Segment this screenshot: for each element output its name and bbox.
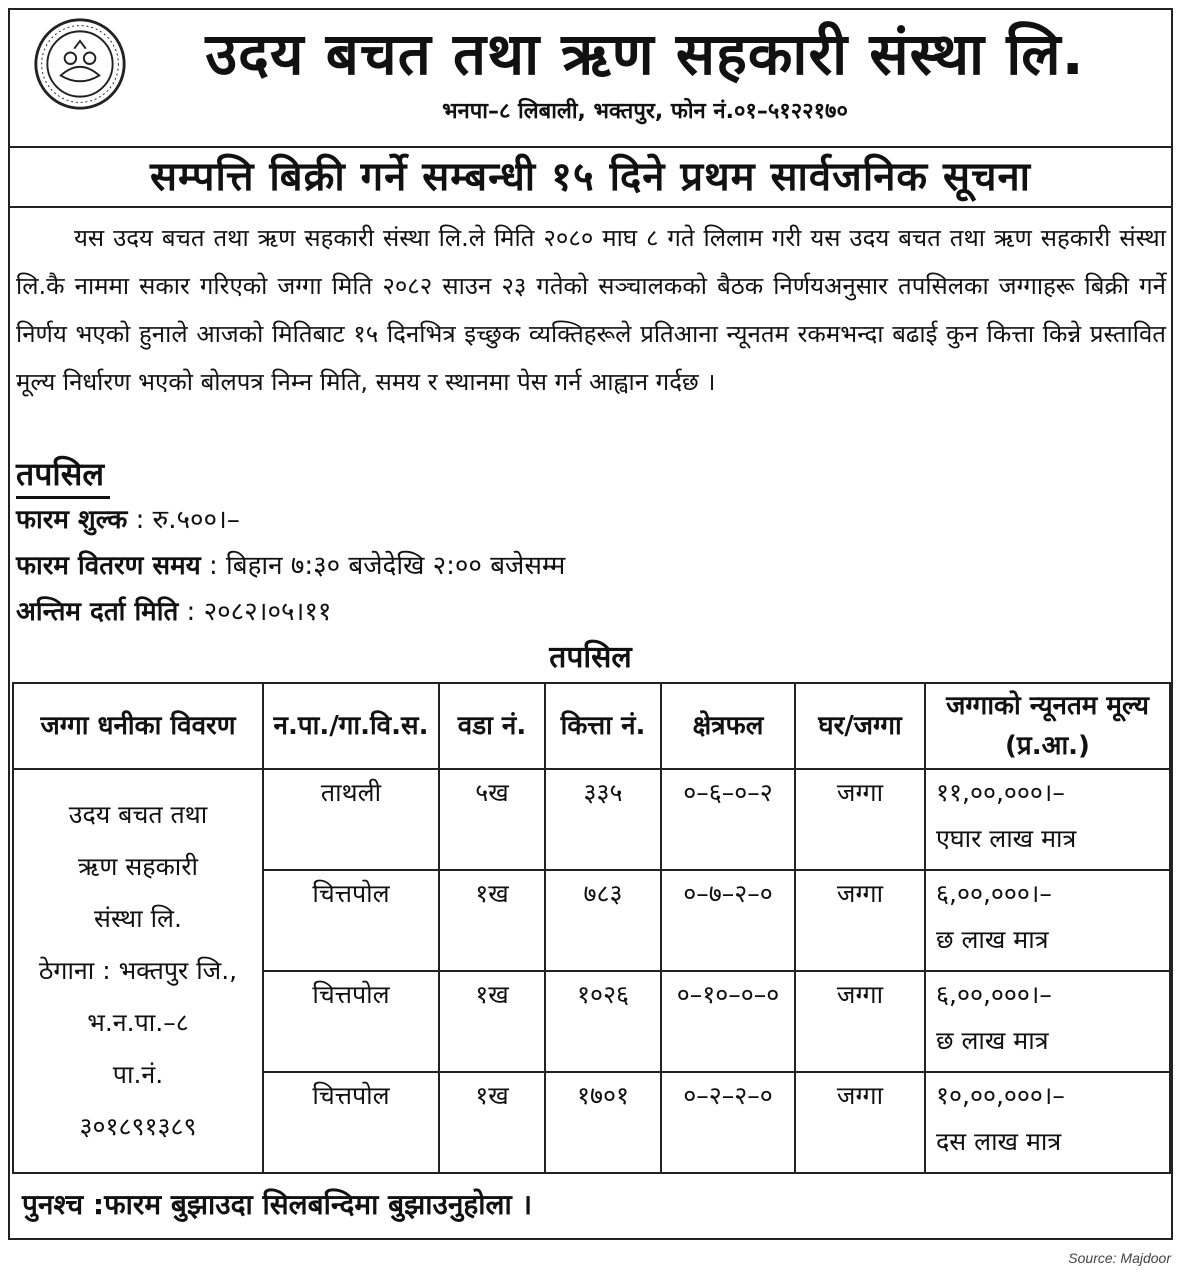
deadline-label: अन्तिम दर्ता मिति <box>16 597 179 627</box>
cell-plot: १७०१ <box>545 1072 661 1173</box>
owner-details <box>13 769 263 1173</box>
distribution-value: : बिहान ७:३० बजेदेखि २:०० बजेसम्म <box>208 551 566 581</box>
property-table <box>12 682 1171 1174</box>
cell-municipality: चित्तपोल <box>263 870 439 971</box>
cell-type: जग्गा <box>795 1072 925 1173</box>
notice-title: सम्पत्ति बिक्री गर्ने सम्बन्धी १५ दिने प्रथम सार्वजनिक सूचना <box>10 146 1171 208</box>
owner-line: उदय बचत तथा <box>68 800 208 829</box>
cell-municipality: चित्तपोल <box>263 971 439 1072</box>
owner-line: ऋण सहकारी <box>78 852 198 881</box>
details-heading: तपसिल <box>16 452 110 499</box>
cell-plot: ३३५ <box>545 769 661 870</box>
cooperative-seal-icon <box>32 16 128 112</box>
header-area: क्षेत्रफल <box>661 683 795 769</box>
notice-header <box>10 10 1171 145</box>
table-title: तपसिल <box>549 640 632 675</box>
owner-line: संस्था लि. <box>94 904 182 933</box>
cell-price <box>925 1072 1170 1173</box>
header-municipality: न.पा./गा.वि.स. <box>263 683 439 769</box>
price-value: ११,००,०००।– <box>936 778 1065 807</box>
price-words: एघार लाख मात्र <box>936 824 1077 853</box>
form-fee-label: फारम शुल्क <box>16 505 128 535</box>
owner-line: भ.न.पा.–८ <box>87 1008 189 1037</box>
organization-title: उदय बचत तथा ऋण सहकारी संस्था लि. <box>205 20 1085 88</box>
table-row <box>13 769 1170 870</box>
header-plot: कित्ता नं. <box>545 683 661 769</box>
footnote: पुनश्च :फारम बुझाउदा सिलबन्दिमा बुझाउनुहोला । <box>22 1188 533 1221</box>
owner-line: ठेगाना : भक्तपुर जि., <box>38 956 238 985</box>
form-fee-line <box>16 500 240 540</box>
header-price: जग्गाको न्यूनतम मूल्य (प्र.आ.) <box>925 683 1170 769</box>
cell-plot: १०२६ <box>545 971 661 1072</box>
price-words: छ लाख मात्र <box>936 925 1049 954</box>
header-ward: वडा नं. <box>439 683 545 769</box>
cell-price <box>925 769 1170 870</box>
cell-type: जग्गा <box>795 870 925 971</box>
price-value: १०,००,०००।– <box>936 1081 1065 1110</box>
source-credit: Source: Majdoor <box>1068 1250 1171 1266</box>
cell-area: ०–१०–०–० <box>661 971 795 1072</box>
cell-ward: ५ख <box>439 769 545 870</box>
cell-municipality: चित्तपोल <box>263 1072 439 1173</box>
cell-ward: १ख <box>439 971 545 1072</box>
header-owner: जग्गा धनीका विवरण <box>13 683 263 769</box>
cell-type: जग्गा <box>795 971 925 1072</box>
price-value: ६,००,०००।– <box>936 980 1052 1009</box>
price-words: छ लाख मात्र <box>936 1026 1049 1055</box>
owner-line: पा.नं. <box>112 1060 164 1089</box>
organization-address: भनपा–८ लिबाली, भक्तपुर, फोन नं.०१–५१२२१७० <box>442 99 848 124</box>
cell-area: ०–२–२–० <box>661 1072 795 1173</box>
deadline-line <box>16 592 331 632</box>
cell-area: ०–७–२–० <box>661 870 795 971</box>
cell-type: जग्गा <box>795 769 925 870</box>
owner-line: ३०१८९१३८९ <box>79 1112 197 1141</box>
cell-municipality: ताथली <box>263 769 439 870</box>
deadline-value: : २०८२।०५।११ <box>186 597 332 627</box>
cell-area: ०–६–०–२ <box>661 769 795 870</box>
header-type: घर/जग्गा <box>795 683 925 769</box>
cell-plot: ७८३ <box>545 870 661 971</box>
distribution-label: फारम वितरण समय <box>16 551 201 581</box>
table-header-row <box>13 683 1170 769</box>
cell-ward: १ख <box>439 870 545 971</box>
cell-ward: १ख <box>439 1072 545 1173</box>
form-fee-value: : रु.५००।– <box>135 505 240 535</box>
price-value: ६,००,०००।– <box>936 879 1052 908</box>
notice-paragraph: यस उदय बचत तथा ऋण सहकारी संस्था लि.ले मिति २०८० माघ ८ गते लिलाम गरी यस उदय बचत तथा ऋण सहकारी संस्था लि.कै नाममा सकार गरिएको जग्गा मिति २०८२ साउन २३ गतेको सञ्चालकको बैठक निर्णयअनुसार तपसिलका जग्गाहरू बिक्री गर्ने निर्णय भएको हुनाले आजको मितिबाट १५ दिनभित्र इच्छुक व्यक्तिहरूले प्रतिआना न्यूनतम रकमभन्दा बढाई कुन कित्ता किन्ने प्रस्तावित मूल्य निर्धारण भएको बोलपत्र निम्न मिति, समय र स्थानमा पेस गर्न आह्वान गर्दछ । <box>16 224 1166 396</box>
price-words: दस लाख मात्र <box>936 1127 1062 1156</box>
distribution-line <box>16 546 565 586</box>
cell-price <box>925 971 1170 1072</box>
cell-price <box>925 870 1170 971</box>
